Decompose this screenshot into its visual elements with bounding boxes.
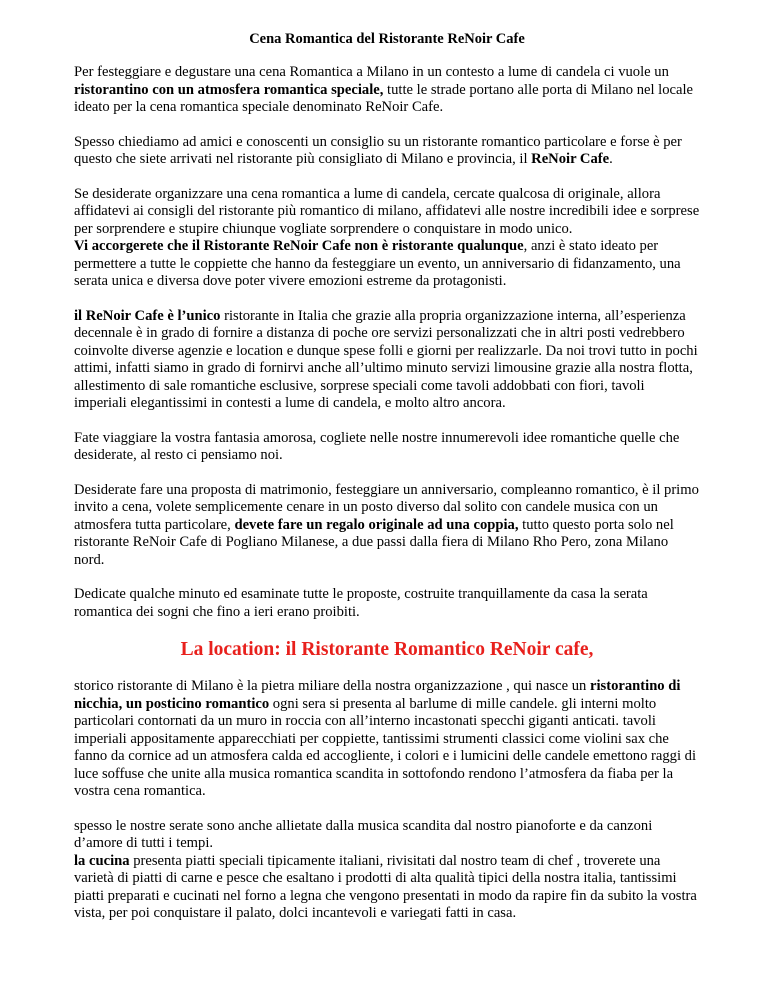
paragraph-unique [74,308,700,413]
paragraph-intro-bold: ristorantino con un atmosfera romantica speciale, [74,81,384,98]
paragraph-location-bold: ristorantino di nicchia, un posticino romantico [74,678,681,712]
paragraph-dedicate: Dedicate qualche minuto ed esaminate tutte le proposte, costruite tranquillamente da casa la serata romantica dei sogni che fino a ieri erano proibiti. [74,586,648,620]
paragraph-cuisine-text: presenta piatti speciali tipicamente italiani, rivisitati dal nostro team di chef , troverete una varietà di piatti di carne e pesce che esaltano i prodotti di alta qualità tipici della nostra italia, tantissimi piatti preparati e cucinati nel forno a legna che vengono presentati in modo da rapire fin da subito la vostra vista, per poi conquistare il palato, dolci incantevoli e variegati fatti in casa. [74,852,697,921]
paragraph-advice [74,134,700,169]
paragraph-location-text-end: ogni sera si presenta al barlume di mille candele. gli interni molto particolari contornati da un muro in roccia con all’interno incastonati specchi giganti anticati. tavoli imperiali appositamente apparecchiati per coppiette, tantissimi strumenti classici come violini sax che fanno da cornice ad un atmosfera calda ed accogliente, i colori e i lumicini delle candele emettono raggi di luce soffuse che unite alla musica romantica scandita in sottofondo rendono l’atmosfera da fiaba per la vostra cena romantica. [74,695,696,799]
paragraph-unique-text: ristorante in Italia che grazie alla propria organizzazione interna, all’esperienza decennale è in grado di fornire a distanza di poche ore servizi personalizzati che in altri posti vedrebbero coinvolte diverse agenzie e location e dunque spese folli e giorni per realizzarle. Da noi trovi tutto in pochi attimi, infatti siamo in grado di fornirvi anche all’ultimo minuto servizi limousine grazie alla nostra flotta, allestimento di sale romantiche esclusive, sorprese speciali come tavoli addobbati con fiori, tavoli imperiali elegantissimi in contesti a lume di candela, e molto altro ancora. [74,307,698,411]
paragraph-organize-text-end: , anzi è stato ideato per permettere a tutte le coppiette che hanno da festeggiare un evento, un anniversario di fidanzamento, una serata unica e diversa dove poter vivere emozioni estreme da protagonisti. [74,238,681,289]
paragraph-organize [74,186,700,291]
paragraph-unique-bold: il ReNoir Cafe è l’unico [74,307,221,324]
paragraph-cuisine-bold: la cucina [74,852,130,869]
section-heading-location: La location: il Ristorante Romantico ReNoir cafe, [180,639,594,660]
paragraph-intro [74,64,700,117]
paragraph-intro-text-end: tutte le strade portano alle porta di Milano nel locale ideato per la cena romantica speciale denominato ReNoir Cafe. [74,81,694,115]
paragraph-advice-text: Spesso chiediamo ad amici e conoscenti un consiglio su un ristorante romantico particolare e forse è per questo che siete arrivati nel ristorante più consigliato di Milano e provincia, il [74,133,682,167]
paragraph-advice-bold: ReNoir Cafe [531,151,610,167]
paragraph-proposal [74,482,700,570]
document-title: Cena Romantica del Ristorante ReNoir Cafe [249,31,525,47]
paragraph-organize-bold: Vi accorgerete che il Ristorante ReNoir Cafe non è ristorante qualunque [74,238,524,254]
paragraph-advice-text-end: . [609,151,613,167]
paragraph-location [74,678,700,801]
paragraph-proposal-text: Desiderate fare una proposta di matrimonio, festeggiare un anniversario, compleanno romantico, è il primo invito a cena, volete semplicemente cenare in un posto diverso dal solito con candele musica con un atmosfera tutta particolare, [74,481,699,533]
paragraph-fantasy: Fate viaggiare la vostra fantasia amorosa, cogliete nelle nostre innumerevoli idee romantiche quelle che desiderate, al resto ci pensiamo noi. [74,429,680,463]
paragraph-music-cuisine [74,818,700,923]
paragraph-location-text: storico ristorante di Milano è la pietra miliare della nostra organizzazione , qui nasce un [74,678,591,694]
paragraph-organize-text: Se desiderate organizzare una cena romantica a lume di candela, cercate qualcosa di originale, allora affidatevi ai consigli del ristorante più romantico di milano, affidatevi alle nostre incredibili idee e sorprese per sorprendere e stupire chiunque vogliate sorprendere o conquistare in modo unico. [74,185,700,237]
paragraph-intro-text: Per festeggiare e degustare una cena Romantica a Milano in un contesto a lume di candela ci vuole un [74,64,669,80]
paragraph-proposal-text-end: tutto questo porta solo nel ristorante ReNoir Cafe di Pogliano Milanese, a due passi dalla fiera di Milano Rho Pero, zona Milano nord. [74,516,674,568]
paragraph-proposal-bold: devete fare un regalo originale ad una coppia, [234,516,519,533]
paragraph-music-text: spesso le nostre serate sono anche allietate dalla musica scandita dal nostro pianoforte e da canzoni d’amore di tutti i tempi. [74,817,653,851]
